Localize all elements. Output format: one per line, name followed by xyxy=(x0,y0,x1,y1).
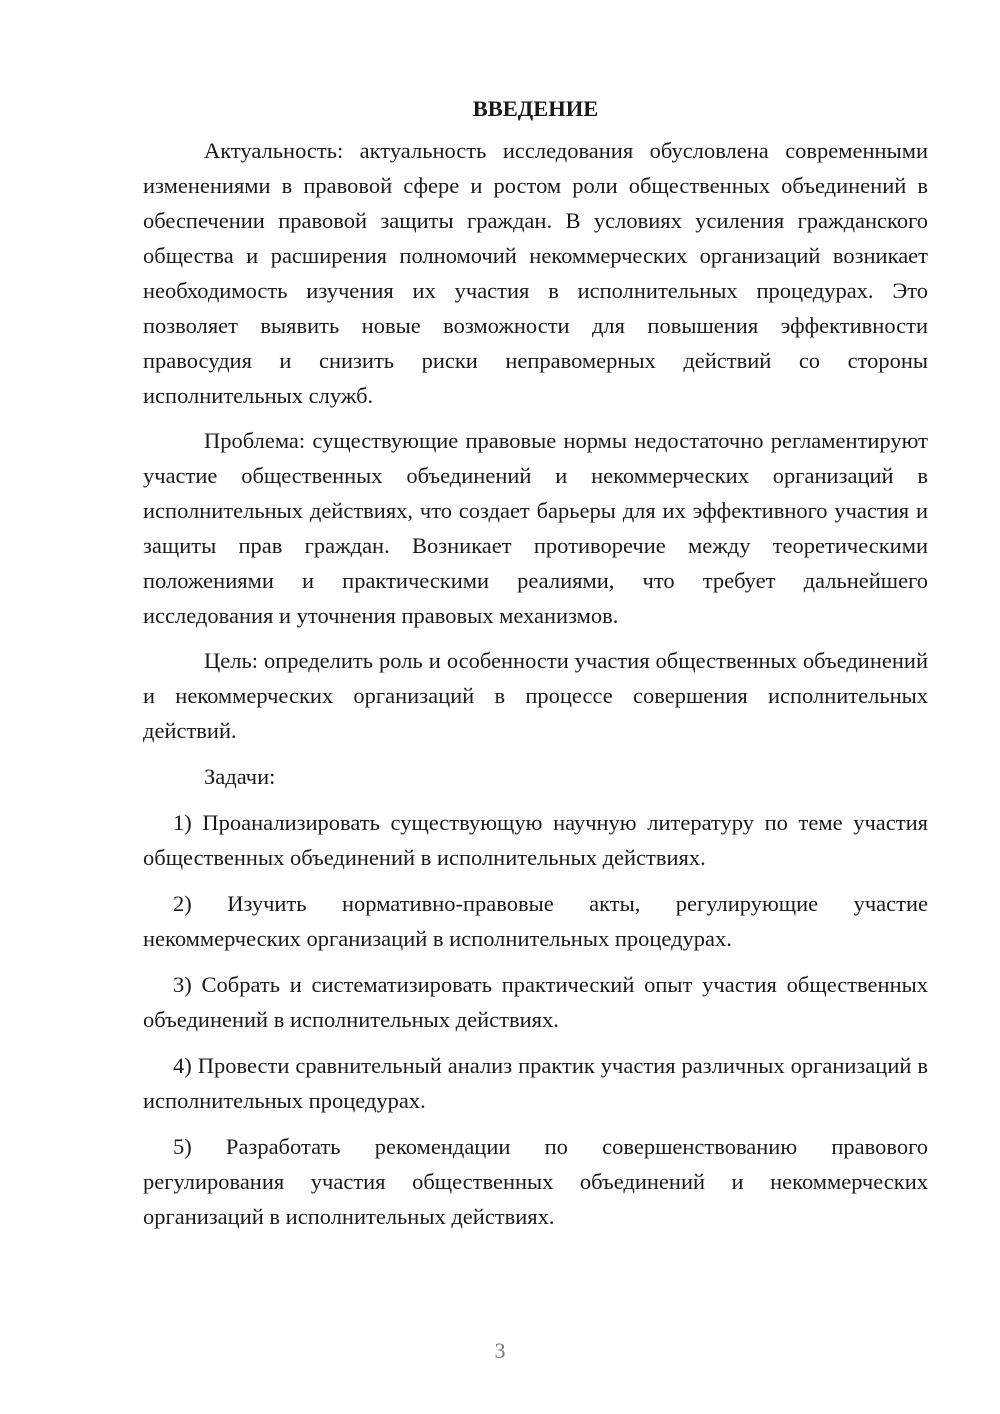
page-number: 3 xyxy=(494,1338,506,1363)
paragraph-goal: Цель: определить роль и особенности участия общественных объединений и некоммерческих организаций в процессе совершения исполнительных действий. xyxy=(143,648,928,743)
page-content xyxy=(143,91,928,1245)
task-item: 4) Провести сравнительный анализ практик участия различных организаций в исполнительных процедурах. xyxy=(143,1053,928,1113)
tasks-list xyxy=(143,805,928,1234)
paragraph-problem: Проблема: существующие правовые нормы недостаточно регламентируют участие общественных объединений и некоммерческих организаций в исполнительных действиях, что создает барьеры для их эффективного участия и защиты прав граждан. Возникает противоречие между теоретическими положениями и практическими реалиями, что требует дальнейшего исследования и уточнения правовых механизмов. xyxy=(143,428,928,628)
task-item: 1) Проанализировать существующую научную литературу по теме участия общественных объединений в исполнительных действиях. xyxy=(143,810,928,870)
task-item: 5) Разработать рекомендации по совершенствованию правового регулирования участия общественных объединений и некоммерческих организаций в исполнительных действиях. xyxy=(143,1134,928,1229)
paragraph-relevance: Актуальность: актуальность исследования обусловлена современными изменениями в правовой сфере и ростом роли общественных объединений в обеспечении правовой защиты граждан. В условиях усиления гражданского общества и расширения полномочий некоммерческих организаций возникает необходимость изучения их участия в исполнительных процедурах. Это позволяет выявить новые возможности для повышения эффективности правосудия и снизить риски неправомерных действий со стороны исполнительных служб. xyxy=(143,138,928,408)
task-item: 2) Изучить нормативно-правовые акты, регулирующие участие некоммерческих организаций в исполнительных процедурах. xyxy=(143,891,928,951)
tasks-heading: Задачи: xyxy=(204,764,276,789)
task-item: 3) Собрать и систематизировать практический опыт участия общественных объединений в исполнительных действиях. xyxy=(143,972,928,1032)
section-title: ВВЕДЕНИЕ xyxy=(472,96,599,121)
